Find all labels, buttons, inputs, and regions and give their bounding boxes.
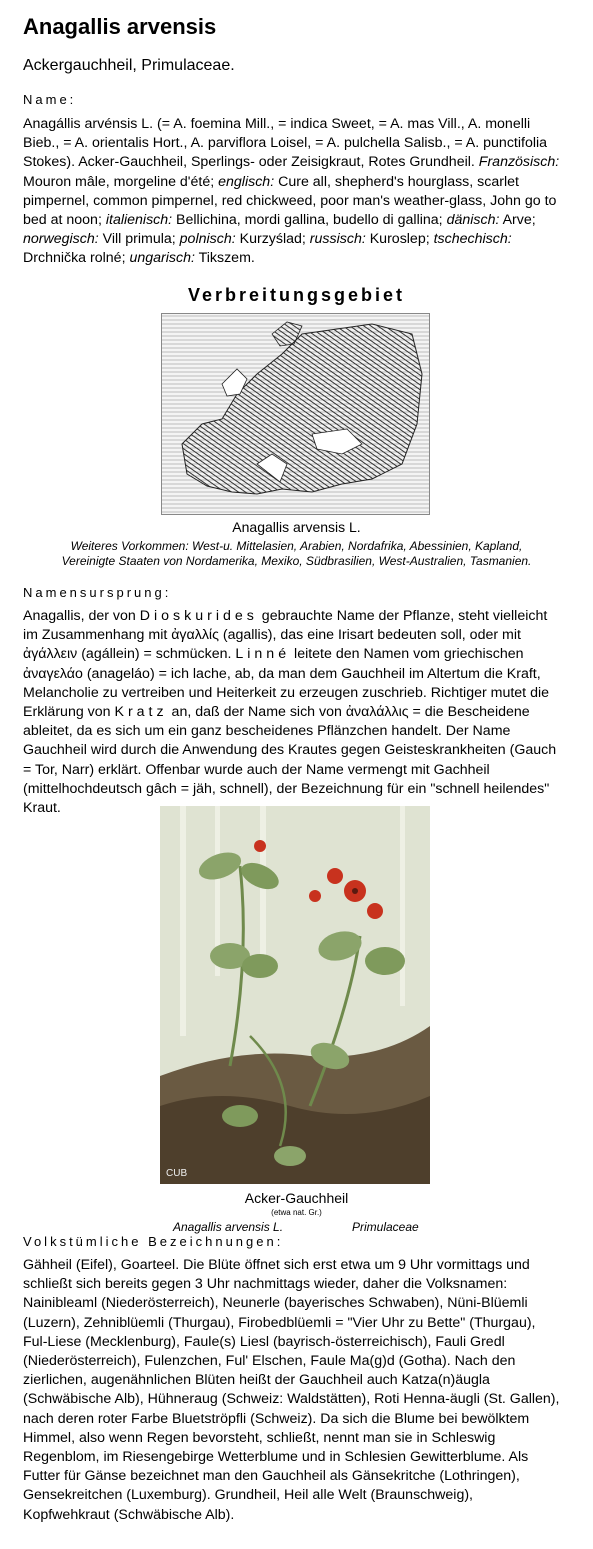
name-text: Mouron mâle, morgeline d'été; <box>23 173 219 190</box>
language-label: norwegisch: <box>23 231 99 248</box>
map-note <box>0 539 593 569</box>
map-caption: Anagallis arvensis L. <box>232 519 361 535</box>
plant-caption: Acker-Gauchheil <box>244 1190 349 1206</box>
name-text: Drchnička rolné; <box>23 250 130 267</box>
language-label: tschechisch: <box>433 231 512 248</box>
name-text: Kurzyślad; <box>235 231 310 248</box>
name-paragraph <box>23 115 563 269</box>
plant-illustration <box>160 806 430 1184</box>
folk-names-paragraph: Gähheil (Eifel), Goarteel. Die Blüte öffnet sich erst etwa um 9 Uhr vormittags und schließt sich bereits gegen 3 Uhr nachmittags wieder, daher die Volksnamen: Nainibleaml (Niederösterreich), Neunerle (bayerisches Schwaben), Nüni-Blüemli (Luzern), Zehniblüemli (Thurgau), Firobedblüemli = "Vier Uhr zu Bette" (Thurgau), Ful-Liese (Mecklenburg), Faule(s) Liesl (bayrisch-österreichisch), Fauli Gredl (Niederösterreich), Fulenzchen, Ful' Elschen, Faule Ma(g)d (Gotha). Nach den zierlichen, augenähnlichen Blüten heißt der Gauchheil auch Katza(n)äugla (Schwäbische Alb), Hühneraug (Schweiz: Waldstätten), Roti Henna-äugli (St. Gallen), nach deren roter Farbe Bluetströpfli (Schweiz). Da sich die Blume bei bewölktem Himmel, also wenn Regen bevorsteht, schließt, nennt man sie in Schleswig Regenblom, im Riesengebirge Wetterblume und in Schlesien Gewitterblume. Als Futter für Gänse bezeichnet man den Gauchheil als Gänsekritche (Lothringen), Gensekreitchen (Luxemburg). Grundheil, Heil alle Welt (Braunschweig), Kopfwehkraut (Schwäbische Alb). <box>23 1257 560 1523</box>
artist-signature: CUB <box>166 1168 188 1179</box>
origin-text: leitete den Namen vom griechischen ἀναγελάο (anageláo) = ich lache, ab, da man dem Gauchheil im Altertum die Kraft, Melancholie zu vertreiben und Heiterkeit zu erzeugen zuschrieb. Richtiger mutet die Erklärung von <box>23 646 549 721</box>
distribution-map <box>161 313 430 515</box>
author-name: Dioskurides <box>139 608 258 624</box>
name-text: Vill primula; <box>98 231 180 248</box>
distribution-heading: Verbreitungsgebiet <box>187 285 406 305</box>
name-text: Cure all, shepherd's hourglass, scarlet pimpernel, common pimpernel, red chickweed, poor man's weather-glass, John go to bed at noon; <box>23 173 557 229</box>
origin-heading: Namensursprung: <box>23 585 172 600</box>
map-note-line-2: Vereinigte Staaten von Nordamerika, Mexiko, Südbrasilien, West-Australien, Tasmanien. <box>61 554 532 568</box>
name-text: Anagállis arvénsis L. (= A. foemina Mill., = indica Sweet, = A. mas Vill., A. monelli Bieb., = A. orientalis Hort., A. parviflora Loisel, = A. pulchella Salisb., = A. punctifolia Stokes). Acker-Gauchheil, Sperlings- oder Zeisigkraut, Rotes Grundheil. <box>23 116 548 171</box>
plant-family-name: Primulaceae <box>352 1220 419 1234</box>
name-text: Kuroslep; <box>365 231 434 248</box>
origin-text: Anagallis, der von <box>23 608 140 624</box>
language-label: russisch: <box>309 231 366 248</box>
map-note-line-1: Weiteres Vorkommen: West-u. Mittelasien, Arabien, Nordafrika, Abessinien, Kapland, <box>70 539 523 553</box>
folk-names-heading: Volkstümliche Bezeichnungen: <box>23 1234 284 1249</box>
language-label: italienisch: <box>105 212 173 229</box>
language-label: polnisch: <box>179 231 236 248</box>
page-title: Anagallis arvensis <box>23 14 217 39</box>
language-label: ungarisch: <box>129 250 195 267</box>
page-subtitle: Ackergauchheil, Primulaceae. <box>23 57 235 74</box>
name-heading: Name: <box>23 92 77 107</box>
author-name: Linné <box>235 646 291 663</box>
language-label: dänisch: <box>446 212 500 229</box>
europe-map-image <box>162 314 429 514</box>
plant-scale-note: (etwa nat. Gr.) <box>271 1208 322 1217</box>
name-text: Arve; <box>499 212 536 229</box>
language-label: Französisch: <box>478 154 560 171</box>
plant-latin-name: Anagallis arvensis L. <box>173 1220 284 1234</box>
author-name: Kratz <box>114 704 168 721</box>
name-text: Tikszem. <box>194 250 255 267</box>
origin-text: an, daß der Name sich von ἀναλάλλις = die Bescheidene ableitet, da es sich um ein ganz bescheidenes Pflänzchen handelt. Der Name Gauchheil wird durch die Anwendung des Krautes gegen Geisteskrankheiten (Gauch = Tor, Narr) erklärt. Offenbar wurde auch der Name vermengt mit Gachheil (mittelhochdeutsch gâch = jäh, schnell), der Bezeichnung für ein "schnell heilendes" Kraut. <box>23 704 557 817</box>
origin-text: gebrauchte Name der Pflanze, steht vielleicht im Zusammenhang mit ἀγαλλίς (agallis), das eine Irisart bedeuten soll, oder mit ἀγάλλειν (agállein) = schmücken. <box>23 608 548 663</box>
origin-paragraph <box>23 607 563 818</box>
language-label: englisch: <box>218 173 275 190</box>
name-text: Bellichina, mordi gallina, budello di gallina; <box>172 212 447 229</box>
scarlet-pimpernel-image <box>160 806 430 1184</box>
